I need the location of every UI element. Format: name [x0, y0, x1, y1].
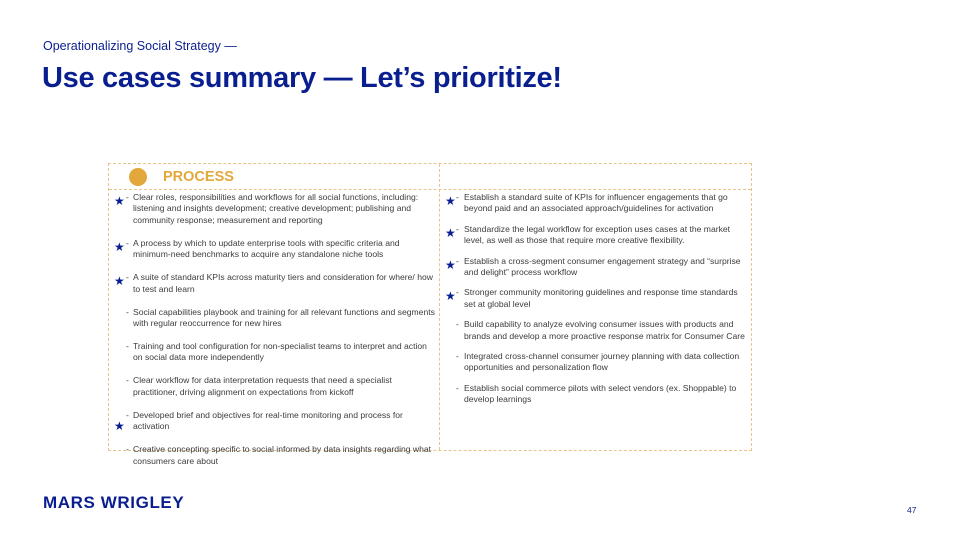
list-item-text: Developed brief and objectives for real-time monitoring and process for activation — [133, 409, 403, 432]
bullet-dash: - — [126, 306, 129, 317]
page-number: 47 — [907, 505, 917, 515]
brand-logo: MARS WRIGLEY — [43, 493, 185, 512]
list-item-text: Establish a cross-segment consumer engagement strategy and “surprise and delight” process workflow — [464, 255, 741, 278]
bullet-dash: - — [456, 287, 459, 298]
section-kicker: Operationalizing Social Strategy — — [43, 39, 237, 53]
list-item — [109, 444, 439, 467]
circle-dot-icon — [129, 168, 147, 186]
list-item-text: Establish a standard suite of KPIs for influencer engagements that go beyond paid and an associated approach/guidelines for activation — [464, 192, 728, 214]
list-item — [440, 383, 751, 406]
bullet-dash: - — [456, 319, 459, 330]
star-icon: ★ — [114, 418, 125, 433]
star-icon: ★ — [114, 194, 125, 208]
list-item — [109, 272, 439, 295]
bullet-dash: - — [456, 382, 459, 393]
star-icon: ★ — [445, 257, 456, 272]
left-column — [109, 192, 439, 479]
list-item-text: Training and tool configuration for non-specialist teams to interpret and action on social data more independently — [133, 341, 427, 363]
list-item — [109, 192, 439, 226]
bullet-dash: - — [456, 223, 459, 234]
list-item-text: Standardize the legal workflow for exception uses cases at the market level, as well as those that require more creative flexibility. — [464, 223, 731, 246]
list-item — [440, 256, 751, 279]
list-item-text: A process by which to update enterprise tools with specific criteria and minimum-need benchmarks to acquire any standalone niche tools — [133, 237, 400, 260]
star-icon: ★ — [114, 239, 125, 254]
list-item-text: Creative concepting specific to social informed by data insights regarding what consumers care about — [133, 444, 432, 466]
bullet-dash: - — [126, 341, 129, 352]
star-icon: ★ — [445, 225, 456, 240]
list-item — [440, 224, 751, 247]
star-icon: ★ — [114, 274, 125, 289]
bullet-dash: - — [126, 237, 129, 248]
header-divider — [109, 189, 751, 190]
list-item — [109, 375, 439, 398]
list-item — [109, 410, 439, 433]
panel-heading — [129, 166, 234, 188]
right-column — [440, 192, 751, 415]
list-item-text: Build capability to analyze evolving consumer issues with products and brands and develop a more proactive response matrix for Consumer Care — [464, 319, 745, 341]
star-icon: ★ — [445, 289, 456, 304]
list-item — [440, 319, 751, 342]
list-item-text: Clear roles, responsibilities and workflows for all social functions, including: listening and insights development; creative development; publishing and community response; measurement and reporting — [133, 192, 419, 225]
page-title: Use cases summary — Let’s prioritize! — [42, 62, 562, 94]
bullet-dash: - — [126, 444, 129, 455]
list-item — [440, 351, 751, 374]
star-icon: ★ — [445, 194, 456, 208]
panel-heading-label: PROCESS — [163, 169, 234, 185]
bullet-dash: - — [126, 192, 129, 202]
list-item-text: A suite of standard KPIs across maturity tiers and consideration for where/ how to test and learn — [133, 272, 433, 294]
bullet-dash: - — [456, 192, 459, 202]
bullet-dash: - — [456, 351, 459, 362]
list-item-text: Clear workflow for data interpretation requests that need a specialist practitioner, driving alignment on expectations from kickoff — [133, 375, 392, 397]
bullet-dash: - — [126, 375, 129, 386]
list-item — [109, 307, 439, 330]
list-item-text: Social capabilities playbook and training for all relevant functions and segments with regular reoccurrence for new hires — [133, 306, 435, 329]
list-item — [440, 192, 751, 215]
list-item-text: Establish social commerce pilots with select vendors (ex. Shoppable) to develop learnings — [464, 382, 737, 405]
bullet-dash: - — [456, 255, 459, 266]
list-item — [109, 341, 439, 364]
list-item — [109, 238, 439, 261]
bullet-dash: - — [126, 409, 129, 420]
bullet-dash: - — [126, 272, 129, 283]
list-item — [440, 287, 751, 310]
list-item-text: Integrated cross-channel consumer journey planning with data collection opportunities and personalization flow — [464, 351, 740, 373]
list-item-text: Stronger community monitoring guidelines and response time standards set at global level — [464, 287, 738, 309]
process-panel — [108, 163, 752, 466]
